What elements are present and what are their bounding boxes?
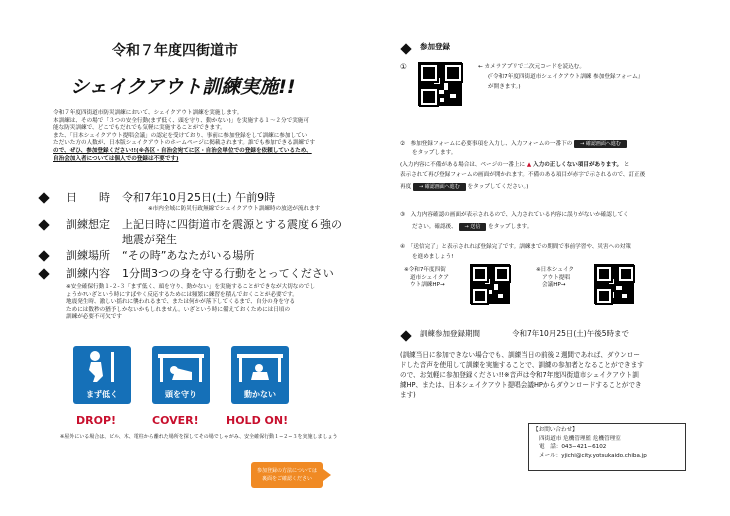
period-label: 訓練参加登録期間 (420, 329, 480, 338)
after-note-line: 練HP、または、日本シェイクアウト提唱会議HPからダウンロードすることができ (400, 381, 642, 389)
orange-callout (251, 462, 323, 488)
qr1-label-line: ウト訓練HP→ (410, 282, 445, 289)
cover-panel (152, 346, 210, 404)
bullet-icon (400, 330, 411, 341)
step1-line: が開きます。) (488, 84, 521, 90)
crouch-figure-icon (73, 346, 131, 386)
hold-panel (231, 346, 289, 404)
contact-tel: 電 話：043−421−6102 (539, 444, 607, 450)
hold-on-icon (231, 346, 289, 386)
orange-callout-line: 裏面をご確認ください (261, 476, 312, 482)
intro-line: ので、ぜひ、参加登録ください!!(※各区・自治会宛てに区・自治会単位での登録を依頼しているため、 (53, 147, 312, 154)
step2-note: 表示されて再び登録フォームの画面が開かれます。不備のある項目が赤字で示されるので、訂正後 (400, 172, 646, 178)
contact-mail[interactable]: メール：yjichi@city.yotsukaido.chiba.jp (539, 452, 647, 459)
bullet-icon (38, 250, 49, 261)
step3-line (412, 223, 532, 232)
step2-line (400, 140, 627, 149)
scenario-value-2: 地震が発生 (122, 233, 177, 246)
content-label: 訓練内容 (66, 267, 110, 280)
drop-panel (73, 346, 131, 404)
qr1-label (404, 267, 449, 290)
step2-note-tail: と (623, 162, 630, 168)
bullet-icon (38, 192, 49, 203)
qr1-label-line: 道市シェイクア (410, 274, 449, 281)
confirm-button-sample: → 確認画面へ進む (574, 140, 627, 148)
intro-line: 能な防災訓練で、どこでもだれでも気軽に実施することができます。 (53, 125, 226, 132)
hold-en-label: HOLD ON! (226, 414, 289, 427)
scenario-value: 上記日時に四街道市を震源とする震度６強の (122, 218, 342, 231)
qr2-label-line: 会議HP→ (542, 282, 566, 289)
contact-dept: 四街道市 危機管理監 危機管理室 (539, 435, 621, 442)
place-label: 訓練場所 (66, 249, 110, 262)
outdoor-note: ※屋外にいる場合は、ビル、木、電柱から離れた場所を探してその場でしゃがみ、安全確保行動１−２−３を実施しましょう (60, 434, 338, 440)
step3-line: ③ 入力内容確認の画面が表示されるので、入力されている内容に誤りがないか確認してく (400, 212, 629, 218)
after-note (400, 350, 700, 400)
city-hp-qr-code[interactable] (470, 264, 510, 304)
content-note (66, 284, 346, 322)
drop-label: まず低く (86, 390, 118, 399)
date-label: 日 時 (66, 191, 110, 204)
after-note-line: ます) (400, 391, 416, 399)
intro-text (53, 110, 343, 163)
drop-en-label: DROP! (76, 414, 117, 427)
after-note-line: ドした音声を使用して訓練を実施することで、訓練の参加者となることができます (400, 361, 644, 369)
qr2-label-line: アウト提唱 (542, 274, 570, 281)
callout-arrow-icon (323, 469, 331, 481)
bullet-icon (38, 268, 49, 279)
content-value: 1分間3つの身を守る行動をとってください (122, 267, 334, 280)
step2-note (400, 162, 629, 170)
contact-title: 【お問い合わせ】 (533, 427, 578, 433)
content-note-line: 訓練が必要不可欠です (66, 314, 122, 321)
contact-box (528, 423, 686, 471)
step4-line: ④ 「送信完了」と表示されれば登録完了です。訓練までの期間で事前学習や、災害への対策 (400, 244, 631, 250)
shakeout-hp-qr-code[interactable] (594, 264, 634, 304)
cover-en-label: COVER! (152, 414, 199, 427)
intro-line: 本訓練は、その場で「３つの安全行動(まず低く、頭を守り、動かない)」を実施する１～２分で実施可 (53, 117, 309, 124)
registration-title: 参加登録 (420, 42, 450, 51)
step2-note-text: 再度 (400, 184, 412, 190)
qr2-label-line: ※日本シェイク (536, 267, 575, 273)
registration-qr-code[interactable] (418, 62, 462, 106)
step1-line: (『令和7年度四街道市シェイクアウト訓練 参加登録フォーム』 (488, 74, 644, 80)
bullet-icon (38, 219, 49, 230)
after-note-line: ので、お気軽に参加登録ください!!※音声は令和7年度四街道市シェイクアウト訓 (400, 371, 639, 379)
period-value: 令和7年10月25日(土)午後5時まで (512, 329, 629, 338)
table-cover-icon (152, 346, 210, 386)
intro-line: 令和７年度四街道市防災訓練において、シェイクアウト訓練を実施します。 (53, 110, 243, 116)
qr2-label (536, 267, 574, 290)
scenario-label: 訓練想定 (66, 218, 110, 231)
step2-note-emph: 入力の正しくない項目があります。 (533, 162, 623, 168)
step2-note-text: (入力内容に不備がある場合は、ページの一番上に (400, 162, 526, 168)
step1-number: ① (400, 62, 407, 71)
send-button-sample: → 送信 (459, 223, 487, 231)
orange-callout-line: 参加登録の方法については (257, 468, 317, 474)
intro-line: ただいた方の人数が、日本版シェイクアウトのホームページに掲載されます。誰でも参加できる訓練です (53, 140, 316, 147)
hold-label: 動かない (244, 390, 276, 399)
qr1-label-line: ※令和7年度四街 (404, 267, 446, 273)
content-note-line: ためには数秒の猶予しかないかもしれません。いざという時に備えておくためには日頃の (66, 306, 291, 313)
intro-line: また、「日本シェイクアウト提唱会議」の認定を受けており、事前に参加登録をして訓練に参加してい (53, 132, 308, 139)
warning-icon: ▲ (526, 162, 532, 168)
cover-label: 頭を守り (165, 390, 197, 399)
step2-line: をタップします。 (412, 150, 457, 156)
bullet-icon (400, 43, 411, 54)
content-note-line: 地震発生時、激しい揺れに襲われるまで、または何かが落下してくるまで、自分の身を守る (66, 299, 296, 306)
content-note-line: ※安全確保行動１-２-３「まず低く、頭を守り、動かない」を実施することができなが大切なのでし (66, 284, 316, 290)
step3-text: ださい。確認後、 (412, 224, 457, 230)
content-note-line: ょうか?いざという時にすばやく反応するためには頻繁に練習を積んでおくことが必要です。 (66, 291, 298, 298)
step2-note-text: をタップしてください。) (467, 184, 529, 190)
confirm-button-sample: → 確認画面へ進む (413, 183, 466, 191)
title-line-2: シェイクアウト訓練実施!! (70, 76, 296, 98)
date-value: 令和7年10月25日(土) 午前9時 (122, 191, 276, 204)
step2-note (400, 183, 528, 192)
step2-text: ② 参加登録フォームに必要事項を入力し、入力フォームの一番下の (400, 141, 573, 147)
step3-text: をタップします。 (488, 224, 533, 230)
step1-line: ← カメラアプリで二次元コードを読込む。 (478, 64, 585, 70)
place-value: “その時”あなたがいる場所 (122, 249, 255, 262)
step4-line: を進めましょう! (412, 254, 454, 260)
title-line-1: 令和７年度四街道市 (112, 43, 238, 59)
intro-line: 自治会加入者については個人での登録は不要です) (53, 155, 179, 162)
date-note: ※市内全域に防災行政無線でシェイクアウト訓練時の放送が流れます (148, 206, 321, 212)
after-note-line: (訓練当日に参加できない場合でも、訓練当日の前後２週間であれば、ダウンロー (400, 351, 640, 359)
